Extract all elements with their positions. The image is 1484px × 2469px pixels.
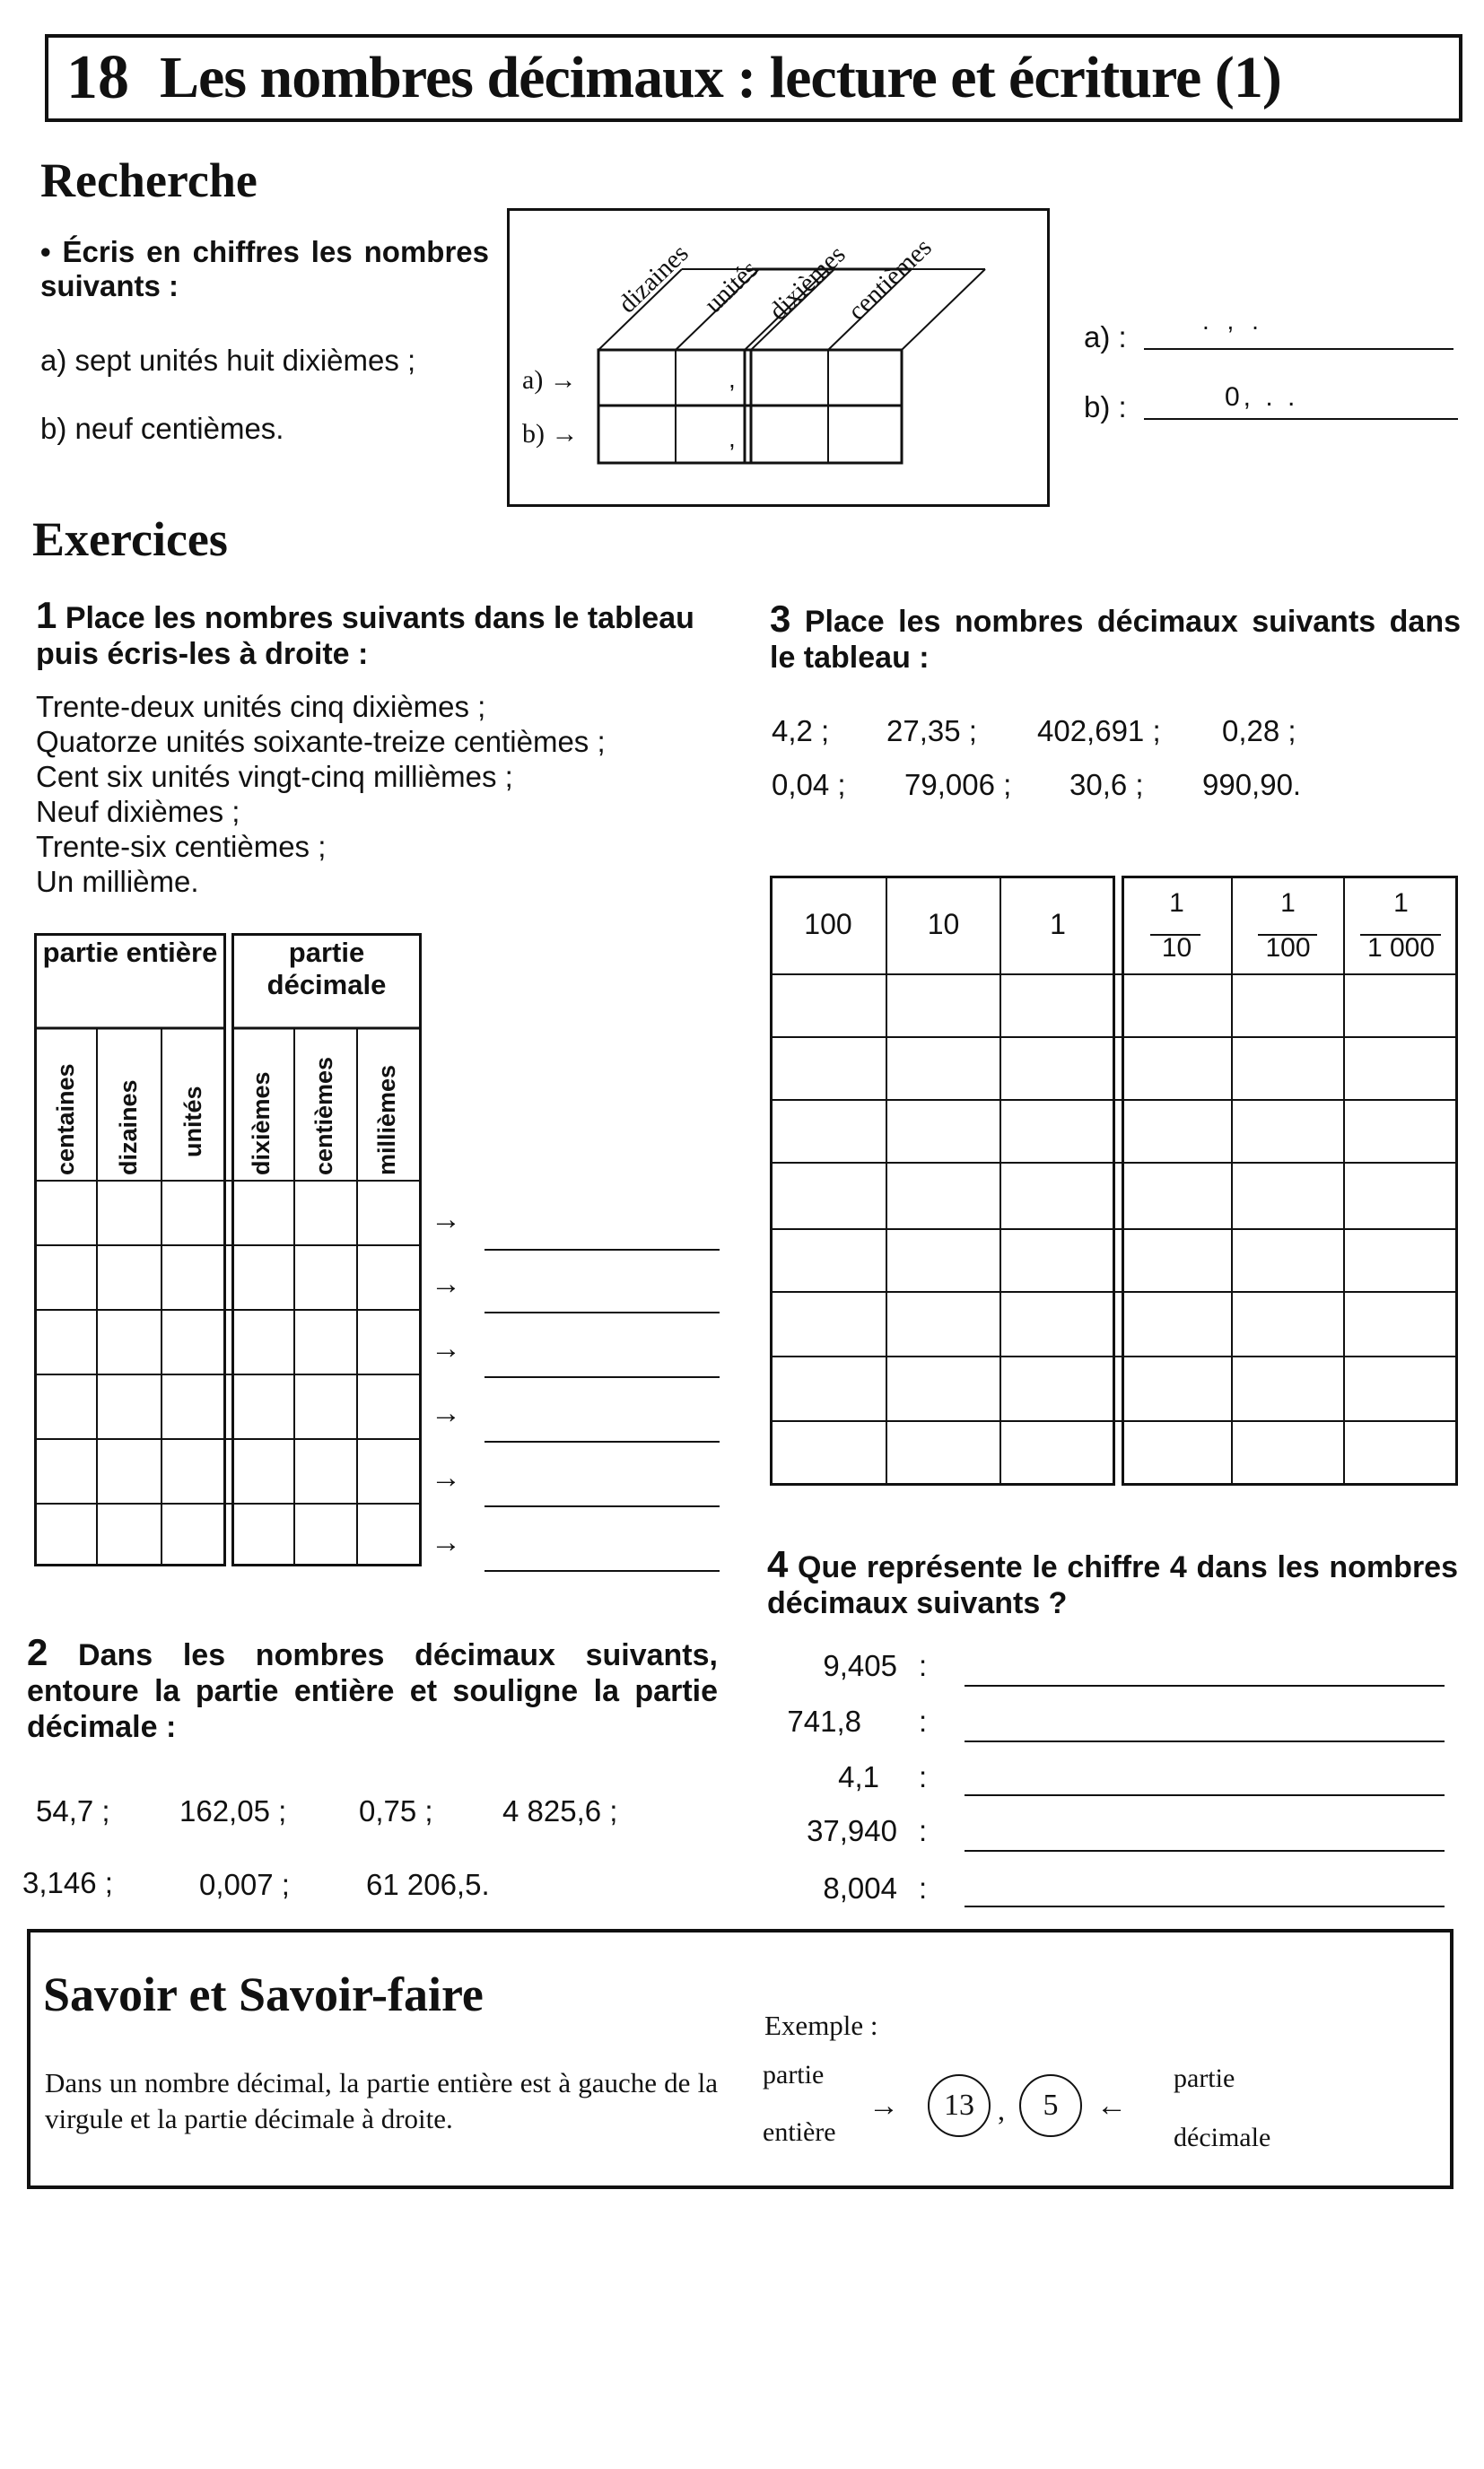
ex1-arrow: → [431, 1267, 461, 1301]
ex1-number: 1 [36, 594, 57, 636]
ex2-number-item[interactable]: 4 825,6 ; [502, 1794, 618, 1828]
exemple-label: Exemple : [764, 2010, 878, 2041]
ex1-item: Cent six unités vingt-cinq millièmes ; [36, 760, 513, 793]
col-label-unites: unités [699, 255, 764, 319]
ex1-col-centaines: centaines [52, 1063, 79, 1175]
comma-b: , [729, 424, 736, 452]
ex2-number-item[interactable]: 0,007 ; [199, 1868, 290, 1901]
ex2-number-item[interactable]: 61 206,5. [366, 1868, 490, 1901]
row-label-b: b) → [522, 419, 579, 449]
ex1-header-entiere: partie entière [42, 937, 218, 968]
page-title: Les nombres décimaux : lecture et écriture (1) [160, 45, 1281, 110]
ex2-title-text: Dans les nombres décimaux suivants, entoure la partie entière et souligne la partie décimale : [27, 1638, 718, 1744]
right-label-partie: partie [1174, 2063, 1235, 2093]
ex3-number-item: 4,2 ; [772, 714, 830, 747]
ex2-number-item[interactable]: 0,75 ; [359, 1794, 433, 1828]
ex2-number-item[interactable]: 162,05 ; [179, 1794, 287, 1828]
col-label-dizaines: dizaines [613, 239, 694, 319]
recherche-heading: Recherche [40, 153, 258, 207]
left-label-partie: partie [763, 2060, 825, 2089]
ex1-arrow: → [431, 1202, 461, 1236]
answer-b-label: b) : [1084, 390, 1127, 423]
ex3-frac-num: 1 [1280, 888, 1296, 918]
recherche-item-b: b) neuf centièmes. [40, 412, 284, 445]
ex1-arrow: → [431, 1396, 461, 1430]
ex3-title-text: Place les nombres décimaux suivants dans le tableau : [770, 605, 1461, 675]
ex3-number-item: 27,35 ; [886, 714, 977, 747]
ex4-title [767, 1543, 1459, 1621]
ex1-title-text: Place les nombres suivants dans le tableau puis écris-les à droite : [36, 601, 694, 671]
ex1-item: Trente-deux unités cinq dixièmes ; [36, 690, 486, 723]
ex4-colon: : [919, 1760, 928, 1793]
comma-a: , [729, 365, 736, 393]
ex3-frac-den: 100 [1265, 933, 1311, 963]
ex1-item: Neuf dixièmes ; [36, 795, 240, 828]
ex4-number-item: 8,004 [823, 1871, 897, 1905]
ex4-colon: : [919, 1705, 928, 1738]
ex1-col-milliemes: millièmes [373, 1064, 400, 1175]
row-label-a: a) → [522, 365, 577, 395]
col-label-dixiemes: dixièmes [764, 240, 851, 327]
answer-b-hint: 0, . . [1225, 382, 1299, 412]
ex4-colon: : [919, 1814, 928, 1847]
ex1-arrow: → [431, 1525, 461, 1559]
ex4-number-item: 4,1 [838, 1760, 879, 1793]
ex1-arrow: → [431, 1461, 461, 1495]
ex1-item: Un millième. [36, 865, 199, 898]
arrow-left-icon: ← [1096, 2089, 1127, 2123]
ex4-answer-line[interactable] [965, 1850, 1445, 1852]
ex1-col-centiemes: centièmes [310, 1056, 337, 1175]
ex3-frac-den: 10 [1161, 933, 1192, 963]
ex1-col-dixiemes: dixièmes [248, 1071, 275, 1175]
ex2-number: 2 [27, 1631, 48, 1673]
ex1-item: Trente-six centièmes ; [36, 830, 327, 863]
ex4-colon: : [919, 1649, 928, 1682]
ex3-frac-num: 1 [1169, 888, 1184, 918]
example-comma: , [998, 2094, 1005, 2126]
ex3-frac-den: 1 000 [1366, 933, 1436, 963]
ex4-answer-line[interactable] [965, 1794, 1445, 1796]
answer-a-label: a) : [1084, 320, 1127, 353]
ex1-col-dizaines: dizaines [115, 1079, 142, 1175]
recherche-instruction: • Écris en chiffres les nombres suivants : [40, 235, 489, 302]
recherche-item-a: a) sept unités huit dixièmes ; [40, 344, 416, 377]
savoir-text: Dans un nombre décimal, la partie entière est à gauche de la virgule et la partie décimale à droite. [45, 2067, 718, 2134]
ex3-number-item: 990,90. [1202, 768, 1302, 801]
ex4-number-item: 37,940 [807, 1814, 897, 1847]
ex3-number-item: 30,6 ; [1069, 768, 1144, 801]
ex1-arrow: → [431, 1331, 461, 1365]
ex3-header-100: 100 [804, 908, 852, 940]
ex4-number-item: 741,8 [787, 1705, 861, 1738]
ex1-col-unites: unités [179, 1086, 206, 1157]
lesson-number: 18 [66, 43, 129, 112]
ex4-number-item: 9,405 [823, 1649, 897, 1682]
ex4-answer-line[interactable] [965, 1685, 1445, 1687]
ex4-answer-line[interactable] [965, 1906, 1445, 1907]
ex3-number-item: 0,28 ; [1222, 714, 1296, 747]
arrow-right-icon: → [869, 2089, 899, 2123]
ex3-number-item: 0,04 ; [772, 768, 846, 801]
right-label-decimale: décimale [1174, 2123, 1271, 2152]
savoir-heading: Savoir et Savoir-faire [43, 1967, 484, 2021]
ex3-number-item: 402,691 ; [1037, 714, 1161, 747]
ex3-header-10: 10 [927, 908, 960, 940]
ex2-number-item[interactable]: 3,146 ; [22, 1866, 113, 1899]
ex4-colon: : [919, 1871, 928, 1905]
left-label-entiere: entière [763, 2117, 836, 2147]
ex3-header-1: 1 [1050, 908, 1066, 940]
ex2-number-item[interactable]: 54,7 ; [36, 1794, 110, 1828]
ex1-item: Quatorze unités soixante-treize centièmes ; [36, 725, 606, 758]
ex3-number: 3 [770, 598, 791, 640]
col-label-centiemes: centièmes [842, 232, 938, 327]
ex3-frac-num: 1 [1393, 888, 1409, 918]
ex1-header-decimale: partie décimale [266, 937, 387, 1000]
circle-integer-part: 13 [928, 2074, 991, 2137]
ex4-title-text: Que représente le chiffre 4 dans les nombres décimaux suivants ? [767, 1550, 1459, 1620]
ex3-number-item: 79,006 ; [904, 768, 1012, 801]
ex4-number: 4 [767, 1543, 789, 1585]
exercices-heading: Exercices [32, 512, 228, 566]
answer-a-hint: . , . [1202, 307, 1264, 335]
ex4-answer-line[interactable] [965, 1741, 1445, 1742]
circle-decimal-part: 5 [1019, 2074, 1082, 2137]
